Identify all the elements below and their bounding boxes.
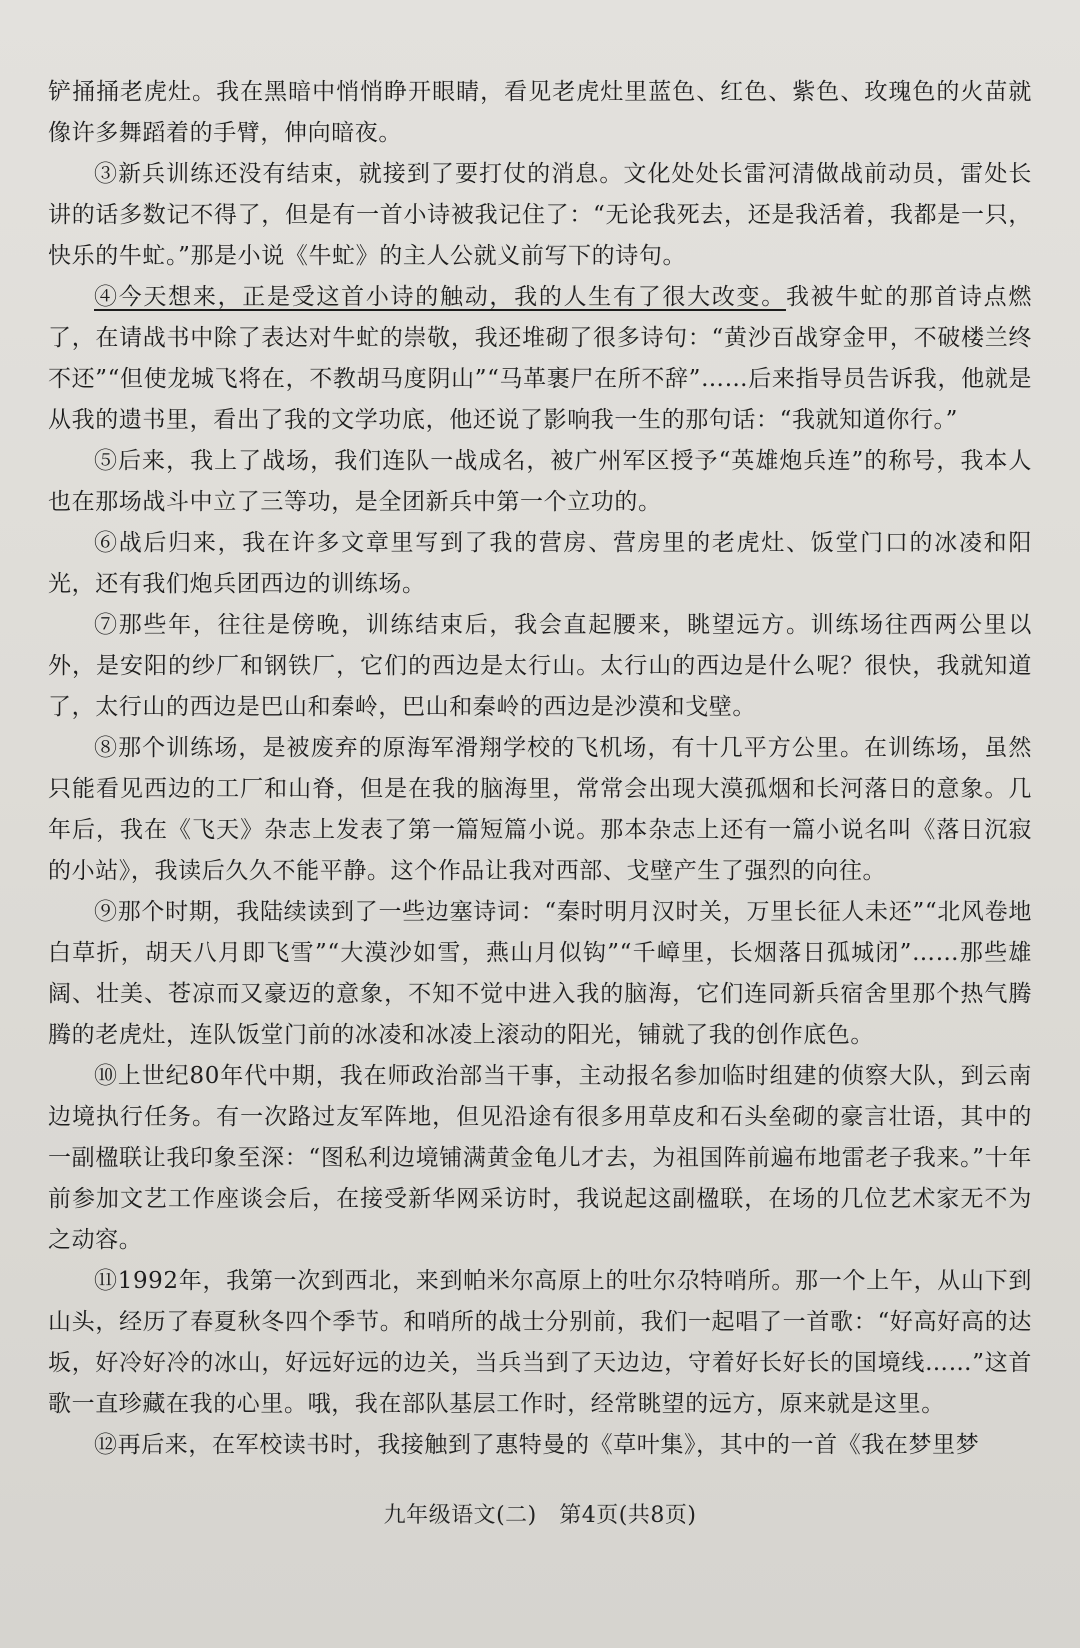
paragraph-5: ⑤后来，我上了战场，我们连队一战成名，被广州军区授予“英雄炮兵连”的称号，我本人也在那场战斗中立了三等功，是全团新兵中第一个立功的。	[48, 448, 1032, 515]
page-footer: 九年级语文(二) 第4页(共8页)	[383, 1503, 697, 1528]
paragraph-4-rest: 我被牛虻的那首诗点燃了，在请战书中除了表达对牛虻的崇敬，我还堆砌了很多诗句：“黄沙百战穿金甲，不破楼兰终不还”“但使龙城飞将在，不教胡马度阴山”“马革裹尸在所不辞”……后来指导员告诉我，他就是从我的遗书里，看出了我的文学功底，他还说了影响我一生的那句话：“我就知道你行。”	[48, 284, 1032, 433]
paragraph-12: ⑫再后来，在军校读书时，我接触到了惠特曼的《草叶集》，其中的一首《我在梦里梦	[94, 1432, 980, 1458]
paragraph-6: ⑥战后归来，我在许多文章里写到了我的营房、营房里的老虎灶、饭堂门口的冰凌和阳光，还有我们炮兵团西边的训练场。	[48, 530, 1032, 597]
paragraph-continuation: 铲捅捅老虎灶。我在黑暗中悄悄睁开眼睛，看见老虎灶里蓝色、红色、紫色、玫瑰色的火苗就像许多舞蹈着的手臂，伸向暗夜。	[48, 79, 1032, 146]
underlined-sentence: ④今天想来，正是受这首小诗的触动，我的人生有了很大改变。	[94, 284, 786, 310]
paragraph-7: ⑦那些年，往往是傍晚，训练结束后，我会直起腰来，眺望远方。训练场往西两公里以外，是安阳的纱厂和钢铁厂，它们的西边是太行山。太行山的西边是什么呢？很快，我就知道了，太行山的西边是巴山和秦岭，巴山和秦岭的西边是沙漠和戈壁。	[48, 612, 1032, 720]
paragraph-4	[48, 277, 1032, 441]
paragraph-9: ⑨那个时期，我陆续读到了一些边塞诗词：“秦时明月汉时关，万里长征人未还”“北风卷地白草折，胡天八月即飞雪”“大漠沙如雪，燕山月似钩”“千嶂里，长烟落日孤城闭”……那些雄阔、壮美、苍凉而又豪迈的意象，不知不觉中进入我的脑海，它们连同新兵宿舍里那个热气腾腾的老虎灶，连队饭堂门前的冰凌和冰凌上滚动的阳光，铺就了我的创作底色。	[48, 899, 1032, 1048]
paragraph-3: ③新兵训练还没有结束，就接到了要打仗的消息。文化处处长雷河清做战前动员，雷处长讲的话多数记不得了，但是有一首小诗被我记住了：“无论我死去，还是我活着，我都是一只，快乐的牛虻。”那是小说《牛虻》的主人公就义前写下的诗句。	[48, 161, 1032, 269]
paragraph-11: ⑪1992年，我第一次到西北，来到帕米尔高原上的吐尔尕特哨所。那一个上午，从山下到山头，经历了春夏秋冬四个季节。和哨所的战士分别前，我们一起唱了一首歌：“好高好高的达坂，好冷好冷的冰山，好远好远的边关，当兵当到了天边边，守着好长好长的国境线……”这首歌一直珍藏在我的心里。哦，我在部队基层工作时，经常眺望的远方，原来就是这里。	[48, 1268, 1032, 1417]
paragraph-8: ⑧那个训练场，是被废弃的原海军滑翔学校的飞机场，有十几平方公里。在训练场，虽然只能看见西边的工厂和山脊，但是在我的脑海里，常常会出现大漠孤烟和长河落日的意象。几年后，我在《飞天》杂志上发表了第一篇短篇小说。那本杂志上还有一篇小说名叫《落日沉寂的小站》，我读后久久不能平静。这个作品让我对西部、戈壁产生了强烈的向往。	[48, 735, 1032, 884]
paragraph-10: ⑩上世纪80年代中期，我在师政治部当干事，主动报名参加临时组建的侦察大队，到云南边境执行任务。有一次路过友军阵地，但见沿途有很多用草皮和石头垒砌的豪言壮语，其中的一副楹联让我印象至深：“图私利边境铺满黄金龟儿才去，为祖国阵前遍布地雷老子我来。”十年前参加文艺工作座谈会后，在接受新华网采访时，我说起这副楹联，在场的几位艺术家无不为之动容。	[48, 1063, 1032, 1253]
